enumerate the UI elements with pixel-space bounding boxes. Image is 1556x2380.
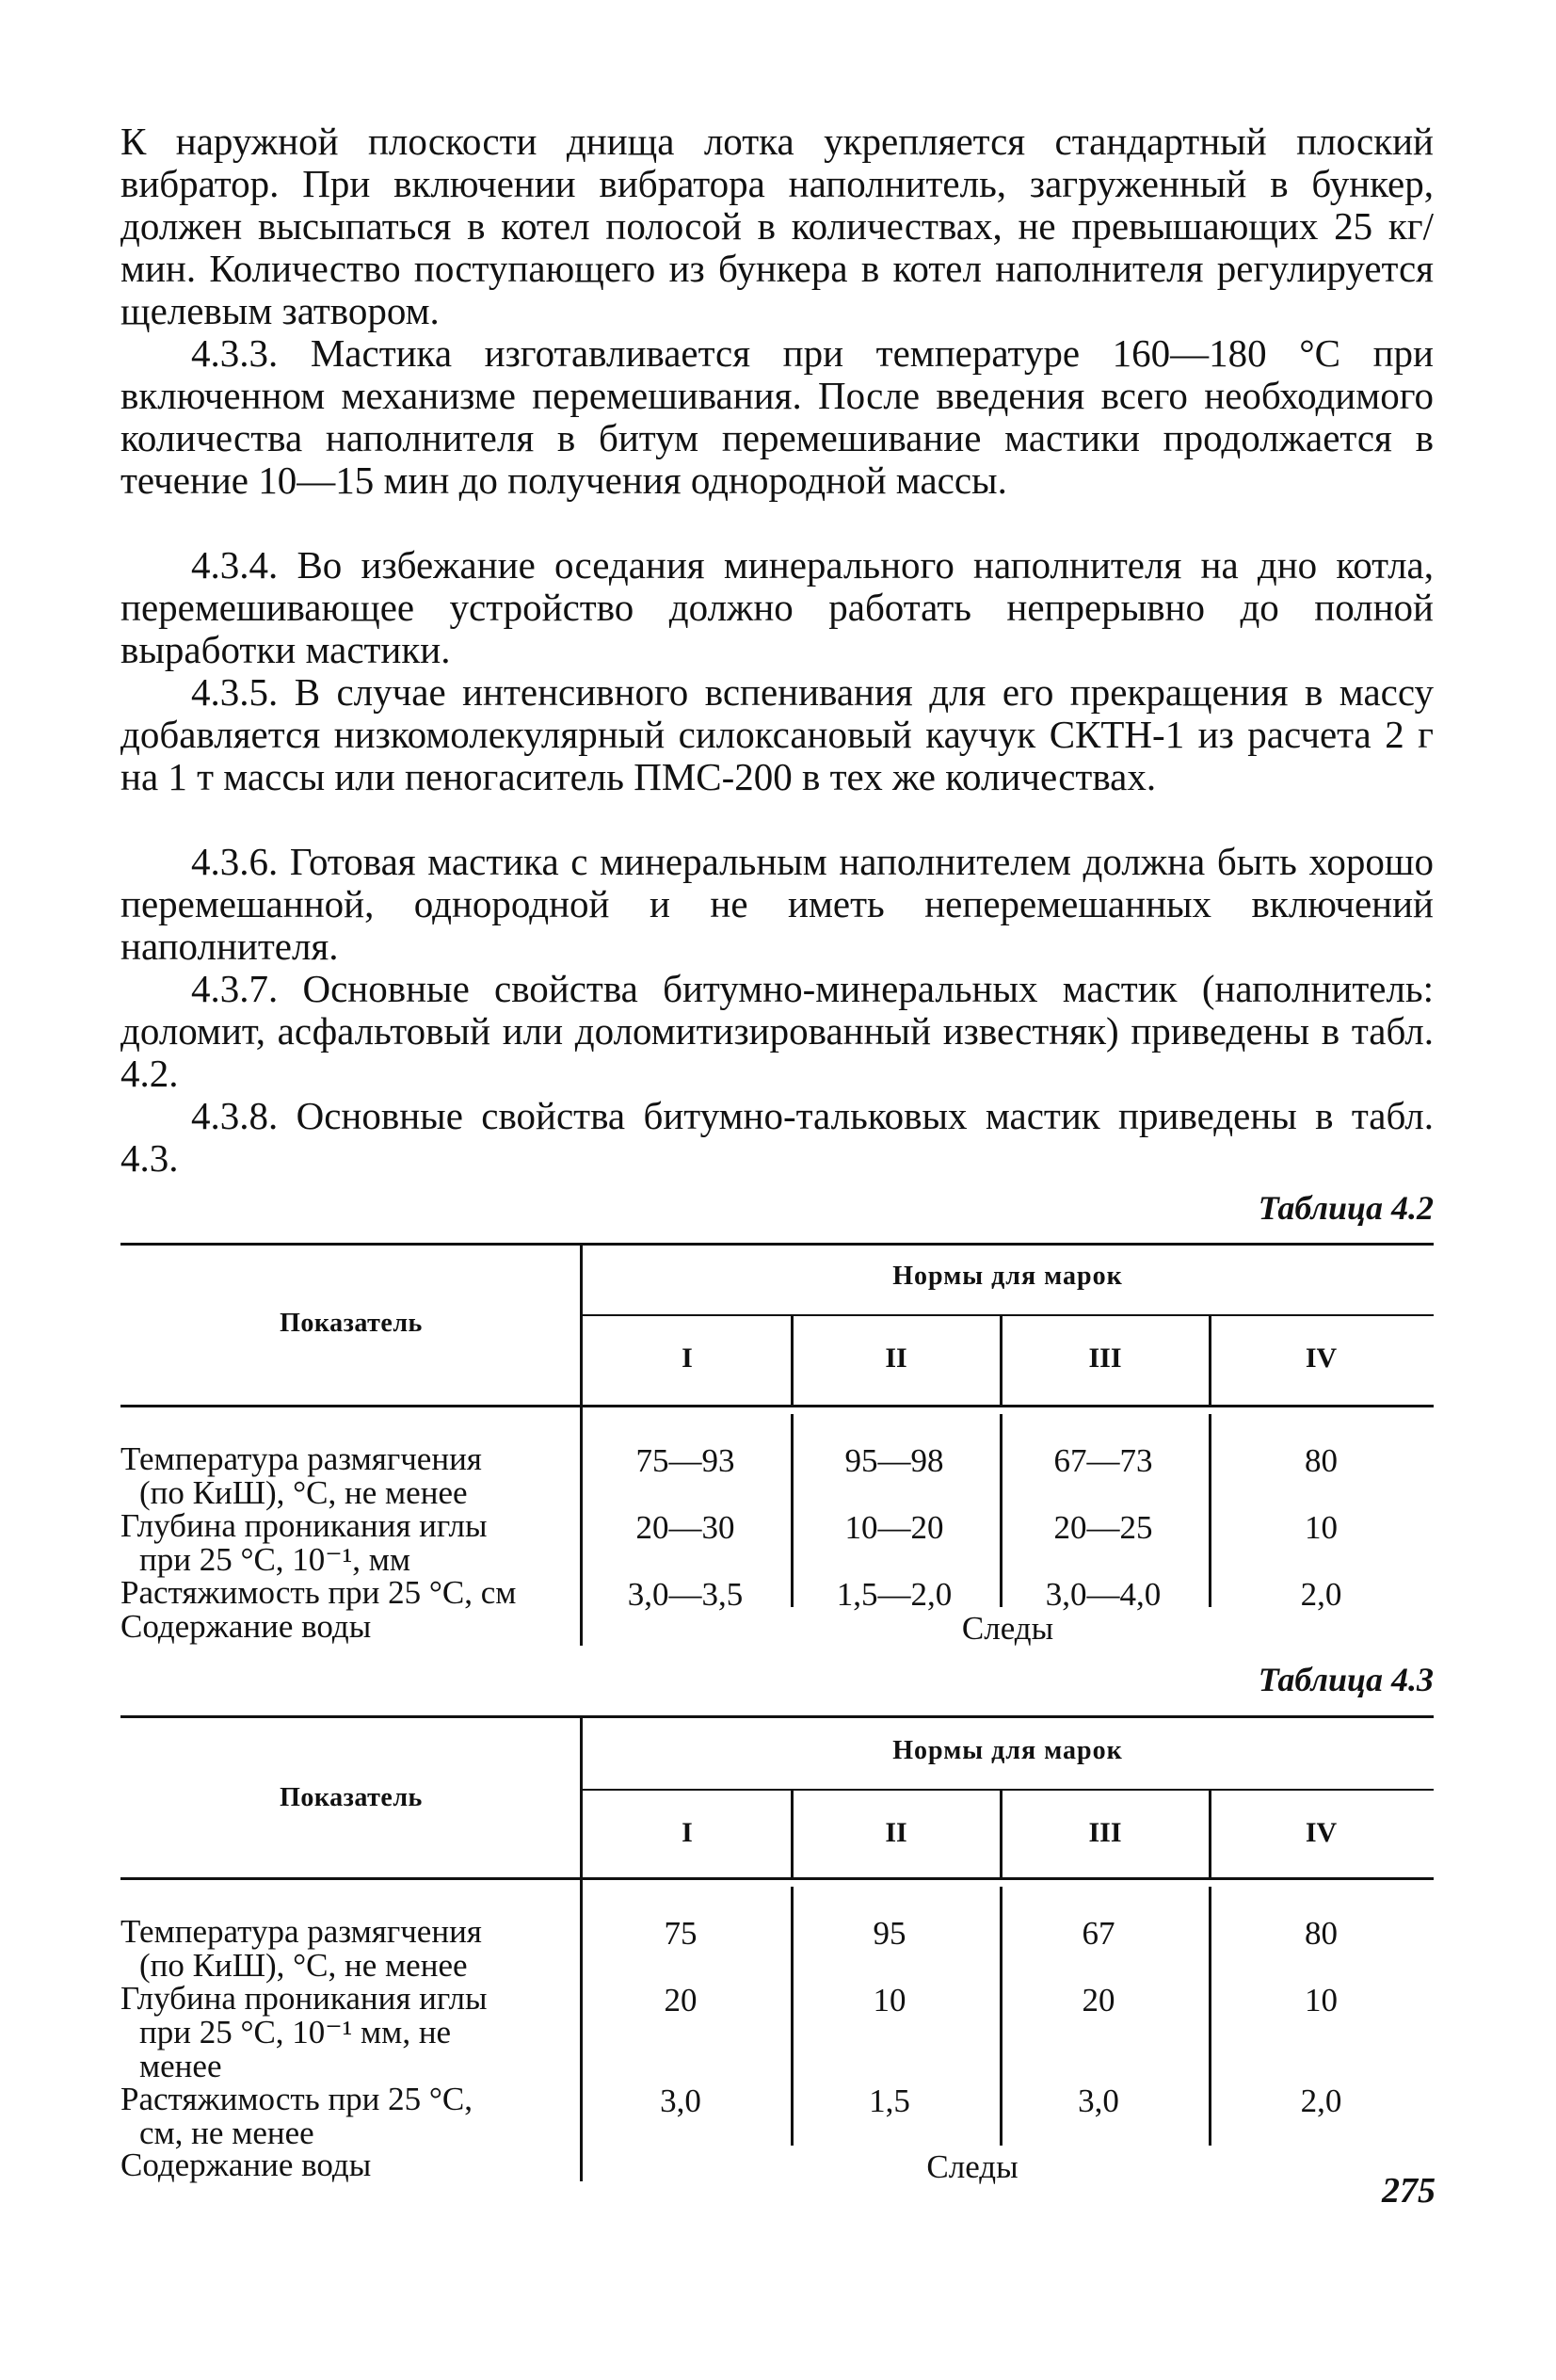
row-label-line: Глубина проникания иглы	[120, 1507, 488, 1544]
paragraph-4-3-4: 4.3.4. Во избежание оседания минерального наполнителя на дно котла, перемешивающее устройство должно работать непрерывно до полной выработки мастики.	[120, 543, 1434, 671]
table-cell: 80	[1305, 1915, 1338, 1952]
table-rule	[582, 1789, 1434, 1791]
table-4-2-caption: Таблица 4.2	[1258, 1189, 1434, 1227]
table-cell: 3,0—4,0	[1045, 1576, 1162, 1613]
page-number: 275	[1382, 2171, 1436, 2211]
table-cell: 1,5—2,0	[836, 1576, 953, 1613]
table-cell: 20	[1082, 1982, 1115, 2018]
header-mark-iii: III	[1088, 1343, 1122, 1374]
table-cell: 95	[873, 1915, 906, 1952]
table-rule	[120, 1877, 1434, 1880]
row-label-line: Содержание воды	[120, 2147, 372, 2183]
table-cell: 75—93	[635, 1442, 735, 1479]
merged-cell-traces: Следы	[961, 1610, 1054, 1647]
header-norms: Нормы для марок	[892, 1736, 1123, 1765]
row-label-line: см, не менее	[139, 2115, 314, 2151]
table-cell: 20—25	[1053, 1509, 1153, 1546]
paragraph-4-3-7: 4.3.7. Основные свойства битумно-минеральных мастик (наполнитель: доломит, асфальтовый или доломитизированный известняк) приведены в табл. 4.2.	[120, 967, 1434, 1095]
table-cell: 10	[873, 1982, 906, 2018]
row-label-line: (по КиШ), °С, не менее	[139, 1474, 468, 1511]
paragraph-4-3-6: 4.3.6. Готовая мастика с минеральным наполнителем должна быть хорошо перемешанной, однородной и не иметь неперемешанных включений наполнителя.	[120, 840, 1434, 968]
row-label-line: Растяжимость при 25 °С, см	[120, 1574, 517, 1611]
table-cell: 2,0	[1300, 1576, 1342, 1613]
header-indicator: Показатель	[280, 1783, 423, 1812]
row-label-line: менее	[139, 2048, 222, 2084]
paragraph-4-3-8: 4.3.8. Основные свойства битумно-тальковых мастик приведены в табл. 4.3.	[120, 1094, 1434, 1180]
table-cell: 10	[1305, 1509, 1338, 1546]
header-mark-i: I	[682, 1343, 693, 1374]
row-label-line: Температура размягчения	[120, 1913, 482, 1950]
table-rule	[120, 1715, 1434, 1718]
row-label-line: (по КиШ), °С, не менее	[139, 1947, 468, 1984]
table-4-2	[120, 1243, 1434, 1657]
row-label-ductility	[120, 1576, 570, 1610]
paragraph-vibrator: К наружной плоскости днища лотка укрепляется стандартный плоский вибратор. При включении вибратора наполнитель, загруженный в бункер, должен высыпаться в котел полосой в количествах, не превышающих 25 кг/мин. Количество поступающего из бункера в котел наполнителя регулируется щелевым затвором.	[120, 120, 1434, 332]
table-rule	[582, 1314, 1434, 1316]
table-cell: 20—30	[635, 1509, 735, 1546]
table-cell: 20	[664, 1982, 698, 2018]
row-label-line: при 25 °С, 10⁻¹ мм, не	[139, 2014, 452, 2050]
row-label-softening	[120, 1915, 570, 1983]
header-indicator: Показатель	[280, 1309, 423, 1338]
row-label-ductility	[120, 2082, 570, 2150]
table-cell: 67	[1082, 1915, 1115, 1952]
table-cell: 1,5	[869, 2082, 910, 2119]
header-mark-ii: II	[885, 1817, 907, 1848]
table-4-3	[120, 1715, 1434, 2186]
table-cell: 80	[1305, 1442, 1338, 1479]
row-label-line: Содержание воды	[120, 1608, 372, 1645]
table-cell: 95—98	[844, 1442, 944, 1479]
table-cell: 3,0—3,5	[627, 1576, 744, 1613]
paragraph-4-3-3: 4.3.3. Мастика изготавливается при температуре 160—180 °С при включенном механизме перемешивания. После введения всего необходимого количества наполнителя в битум перемешивание мастики продолжается в течение 10—15 мин до получения однородной массы.	[120, 331, 1434, 502]
paragraph-4-3-5: 4.3.5. В случае интенсивного вспенивания для его прекращения в массу добавляется низкомолекулярный силоксановый каучук СКТН-1 из расчета 2 г на 1 т массы или пеногаситель ПМС-200 в тех же количествах.	[120, 670, 1434, 798]
row-label-line: при 25 °С, 10⁻¹, мм	[139, 1541, 411, 1578]
table-rule	[120, 1243, 1434, 1246]
header-mark-iv: IV	[1305, 1817, 1338, 1848]
header-norms: Нормы для марок	[892, 1262, 1123, 1291]
merged-cell-traces: Следы	[926, 2148, 1019, 2185]
row-label-penetration	[120, 1982, 570, 2083]
table-cell: 67—73	[1053, 1442, 1153, 1479]
row-label-water	[120, 2148, 570, 2182]
header-mark-iii: III	[1088, 1817, 1122, 1848]
row-label-line: Температура размягчения	[120, 1440, 482, 1477]
table-cell: 2,0	[1300, 2082, 1342, 2119]
row-label-water	[120, 1610, 570, 1644]
table-cell: 3,0	[1078, 2082, 1119, 2119]
table-cell: 3,0	[660, 2082, 701, 2119]
table-cell: 75	[664, 1915, 698, 1952]
header-mark-i: I	[682, 1817, 693, 1848]
table-cell: 10—20	[844, 1509, 944, 1546]
row-label-line: Растяжимость при 25 °С,	[120, 2081, 473, 2117]
header-mark-iv: IV	[1305, 1343, 1338, 1374]
row-label-penetration	[120, 1509, 570, 1577]
row-label-softening	[120, 1442, 570, 1510]
table-cell: 10	[1305, 1982, 1338, 2018]
table-4-3-caption: Таблица 4.3	[1258, 1661, 1434, 1698]
header-mark-ii: II	[885, 1343, 907, 1374]
table-rule	[120, 1405, 1434, 1407]
row-label-line: Глубина проникания иглы	[120, 1980, 488, 2017]
